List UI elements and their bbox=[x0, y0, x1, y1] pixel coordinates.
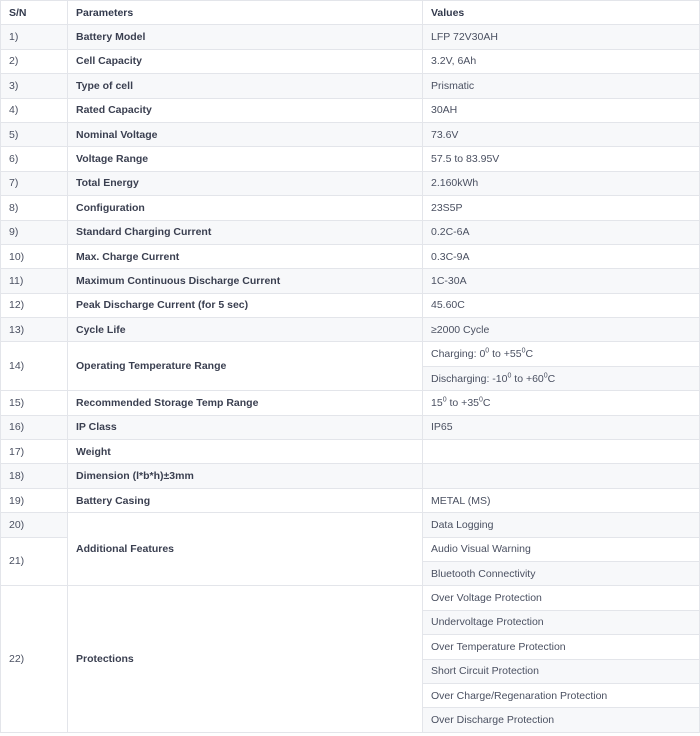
row-parameter: Maximum Continuous Discharge Current bbox=[68, 269, 423, 293]
row-value bbox=[423, 464, 700, 488]
row-value: 45.60C bbox=[423, 293, 700, 317]
feature-item: Bluetooth Connectivity bbox=[423, 561, 700, 585]
row-sn: 18) bbox=[1, 464, 68, 488]
row-sn: 14) bbox=[1, 342, 68, 391]
table-row bbox=[1, 415, 700, 439]
row-sn: 21) bbox=[1, 537, 68, 586]
table-row bbox=[1, 220, 700, 244]
table-row bbox=[1, 171, 700, 195]
row-value: 0.3C-9A bbox=[423, 244, 700, 268]
row-sn: 1) bbox=[1, 25, 68, 49]
row-parameter: Nominal Voltage bbox=[68, 122, 423, 146]
table-row bbox=[1, 488, 700, 512]
table-row bbox=[1, 74, 700, 98]
row-parameter: Voltage Range bbox=[68, 147, 423, 171]
row-value: LFP 72V30AH bbox=[423, 25, 700, 49]
row-sn: 12) bbox=[1, 293, 68, 317]
row-value: 0.2C-6A bbox=[423, 220, 700, 244]
row-parameter: Rated Capacity bbox=[68, 98, 423, 122]
row-parameter: Battery Casing bbox=[68, 488, 423, 512]
protection-item: Short Circuit Protection bbox=[423, 659, 700, 683]
row-parameter: Type of cell bbox=[68, 74, 423, 98]
row-sn: 20) bbox=[1, 513, 68, 537]
header-sn: S/N bbox=[1, 1, 68, 25]
table-header-row bbox=[1, 1, 700, 25]
table-row bbox=[1, 586, 700, 610]
row-parameter: Dimension (l*b*h)±3mm bbox=[68, 464, 423, 488]
row-sn: 15) bbox=[1, 391, 68, 415]
row-parameter: Peak Discharge Current (for 5 sec) bbox=[68, 293, 423, 317]
table-row bbox=[1, 49, 700, 73]
table-row bbox=[1, 147, 700, 171]
table-row bbox=[1, 318, 700, 342]
protection-item: Over Temperature Protection bbox=[423, 635, 700, 659]
row-sn: 2) bbox=[1, 49, 68, 73]
row-value: 3.2V, 6Ah bbox=[423, 49, 700, 73]
row-parameter: Battery Model bbox=[68, 25, 423, 49]
protection-item: Over Charge/Regenaration Protection bbox=[423, 683, 700, 707]
row-parameter: Operating Temperature Range bbox=[68, 342, 423, 391]
row-parameter: IP Class bbox=[68, 415, 423, 439]
header-values: Values bbox=[423, 1, 700, 25]
table-row bbox=[1, 196, 700, 220]
row-sn: 19) bbox=[1, 488, 68, 512]
row-value: 57.5 to 83.95V bbox=[423, 147, 700, 171]
table-row bbox=[1, 122, 700, 146]
row-value: METAL (MS) bbox=[423, 488, 700, 512]
table-row bbox=[1, 391, 700, 415]
row-value: 1C-30A bbox=[423, 269, 700, 293]
row-value: $15^0$ to $+35^0C$ bbox=[423, 391, 700, 415]
protection-item: Undervoltage Protection bbox=[423, 610, 700, 634]
row-value: Prismatic bbox=[423, 74, 700, 98]
row-value: 30AH bbox=[423, 98, 700, 122]
row-sn: 11) bbox=[1, 269, 68, 293]
row-value-charging: Charging: $0^0$ to $+55^0C$ bbox=[423, 342, 700, 366]
row-value-discharging: Discharging: $-10^0$ to $+60^0C$ bbox=[423, 366, 700, 390]
row-sn: 13) bbox=[1, 318, 68, 342]
row-parameter: Total Energy bbox=[68, 171, 423, 195]
table-row bbox=[1, 464, 700, 488]
row-sn: 17) bbox=[1, 440, 68, 464]
row-sn: 10) bbox=[1, 244, 68, 268]
table-row bbox=[1, 342, 700, 366]
row-sn: 7) bbox=[1, 171, 68, 195]
row-sn: 9) bbox=[1, 220, 68, 244]
row-value bbox=[423, 440, 700, 464]
table-row bbox=[1, 440, 700, 464]
row-sn: 16) bbox=[1, 415, 68, 439]
protection-item: Over Voltage Protection bbox=[423, 586, 700, 610]
row-value: 73.6V bbox=[423, 122, 700, 146]
header-parameters: Parameters bbox=[68, 1, 423, 25]
row-value: 2.160kWh bbox=[423, 171, 700, 195]
row-parameter: Cycle Life bbox=[68, 318, 423, 342]
row-parameter: Cell Capacity bbox=[68, 49, 423, 73]
row-parameter: Protections bbox=[68, 586, 423, 732]
feature-item: Data Logging bbox=[423, 513, 700, 537]
row-value: ≥2000 Cycle bbox=[423, 318, 700, 342]
protection-item: Over Discharge Protection bbox=[423, 708, 700, 732]
row-sn: 6) bbox=[1, 147, 68, 171]
table-row bbox=[1, 269, 700, 293]
table-row bbox=[1, 98, 700, 122]
row-sn: 5) bbox=[1, 122, 68, 146]
row-sn: 8) bbox=[1, 196, 68, 220]
table-row bbox=[1, 293, 700, 317]
table-row bbox=[1, 513, 700, 537]
row-sn: 4) bbox=[1, 98, 68, 122]
row-parameter: Max. Charge Current bbox=[68, 244, 423, 268]
row-parameter: Recommended Storage Temp Range bbox=[68, 391, 423, 415]
row-parameter: Standard Charging Current bbox=[68, 220, 423, 244]
table-row bbox=[1, 244, 700, 268]
row-parameter: Configuration bbox=[68, 196, 423, 220]
row-value: 23S5P bbox=[423, 196, 700, 220]
row-parameter: Weight bbox=[68, 440, 423, 464]
feature-item: Audio Visual Warning bbox=[423, 537, 700, 561]
row-sn: 22) bbox=[1, 586, 68, 732]
table-row bbox=[1, 25, 700, 49]
row-sn: 3) bbox=[1, 74, 68, 98]
row-parameter: Additional Features bbox=[68, 513, 423, 586]
row-value: IP65 bbox=[423, 415, 700, 439]
